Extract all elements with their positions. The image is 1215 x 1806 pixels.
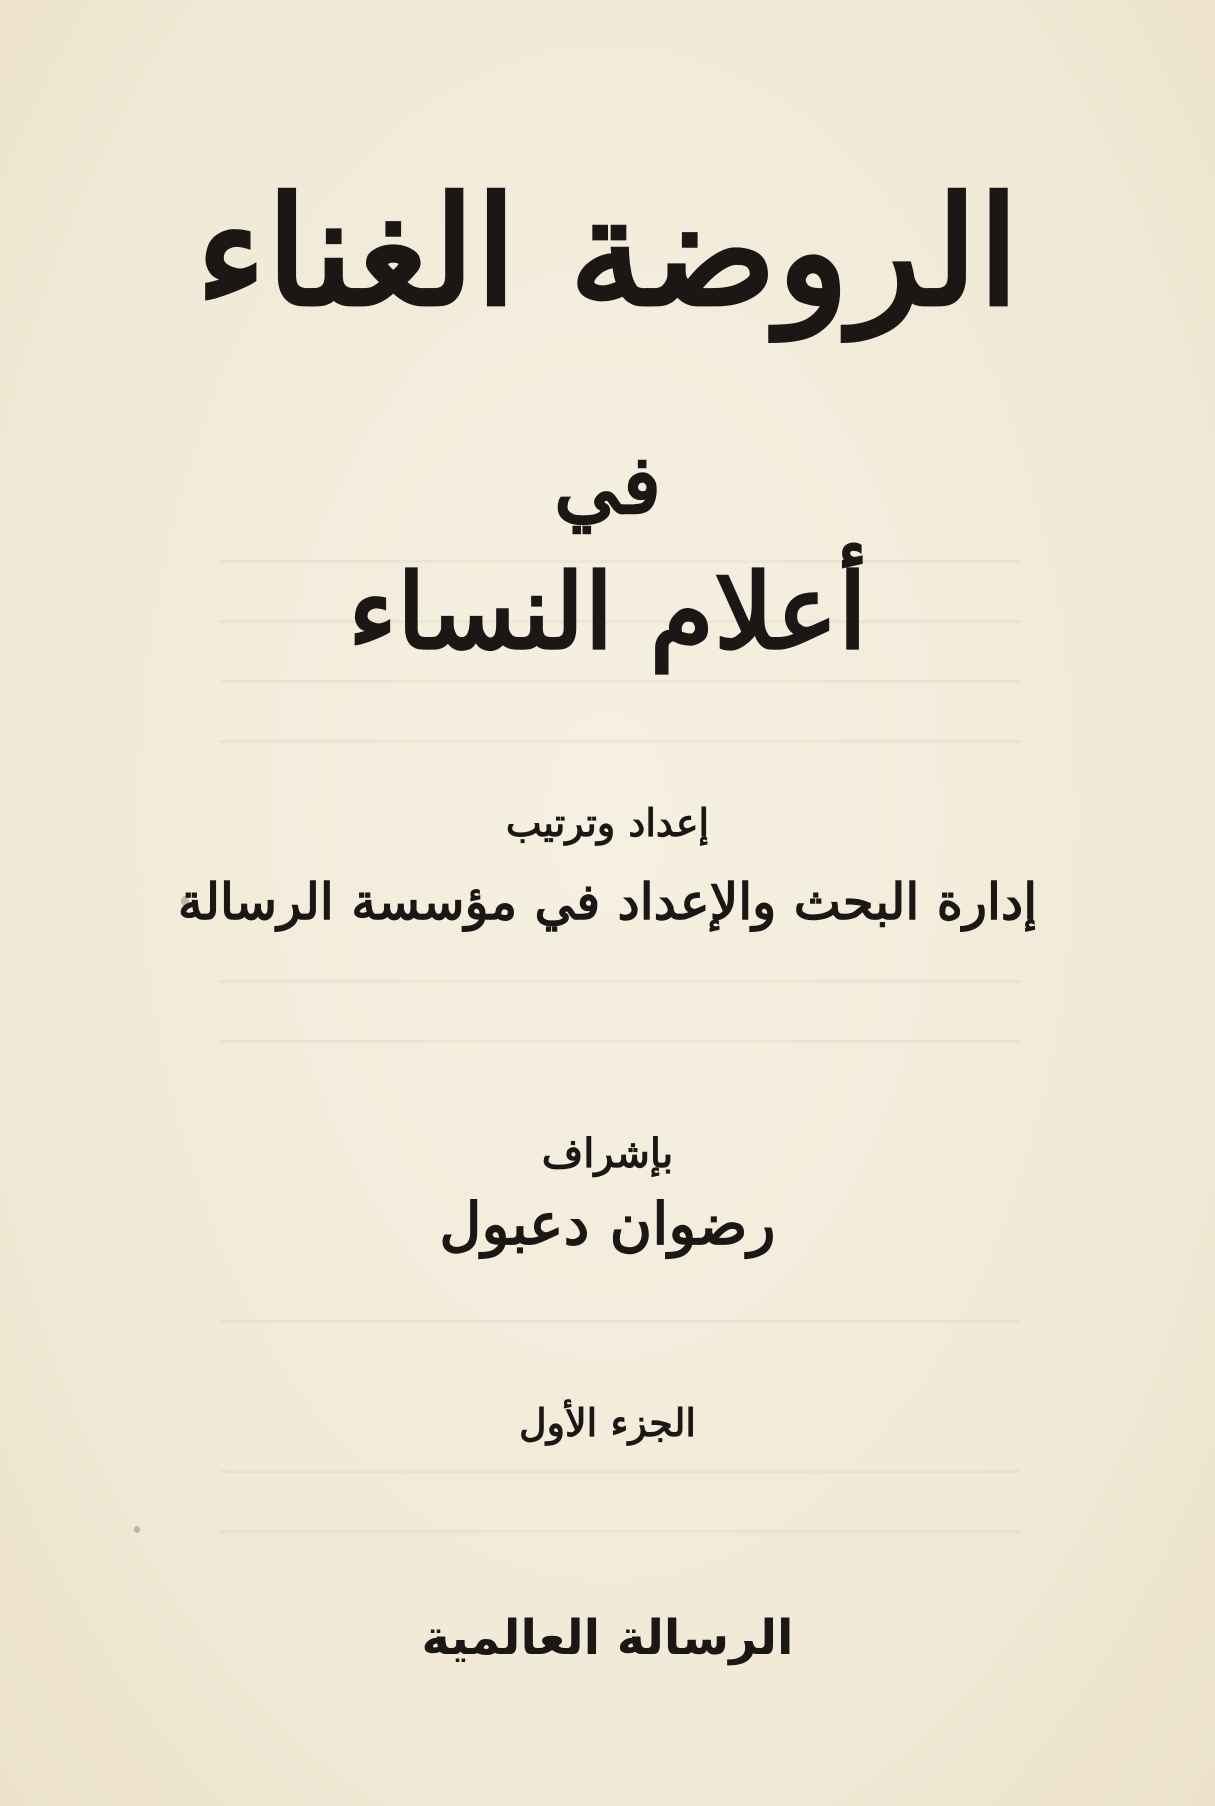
- publisher-name: الرسالة العالمية: [421, 1610, 794, 1666]
- book-title: الروضة الغناء: [195, 164, 1020, 340]
- bleed-through-line: [220, 1530, 1020, 1533]
- volume-label: الجزء الأول: [519, 1400, 696, 1445]
- preparation-by: إدارة البحث والإعداد في مؤسسة الرسالة: [177, 872, 1038, 931]
- bleed-through-line: [220, 1040, 1020, 1043]
- book-title-connector: في: [553, 437, 662, 533]
- supervision-label: بإشراف: [541, 1130, 674, 1177]
- bleed-through-line: [220, 1470, 1020, 1473]
- bleed-through-line: [220, 680, 1020, 683]
- preparation-label: إعداد وترتيب: [505, 800, 710, 845]
- paper-spot: [134, 1526, 140, 1533]
- bleed-through-line: [220, 740, 1020, 743]
- bleed-through-line: [220, 980, 1020, 983]
- supervisor-name: رضوان دعبول: [439, 1190, 776, 1258]
- bleed-through-line: [220, 1320, 1020, 1323]
- book-subtitle: أعلام النساء: [348, 550, 867, 673]
